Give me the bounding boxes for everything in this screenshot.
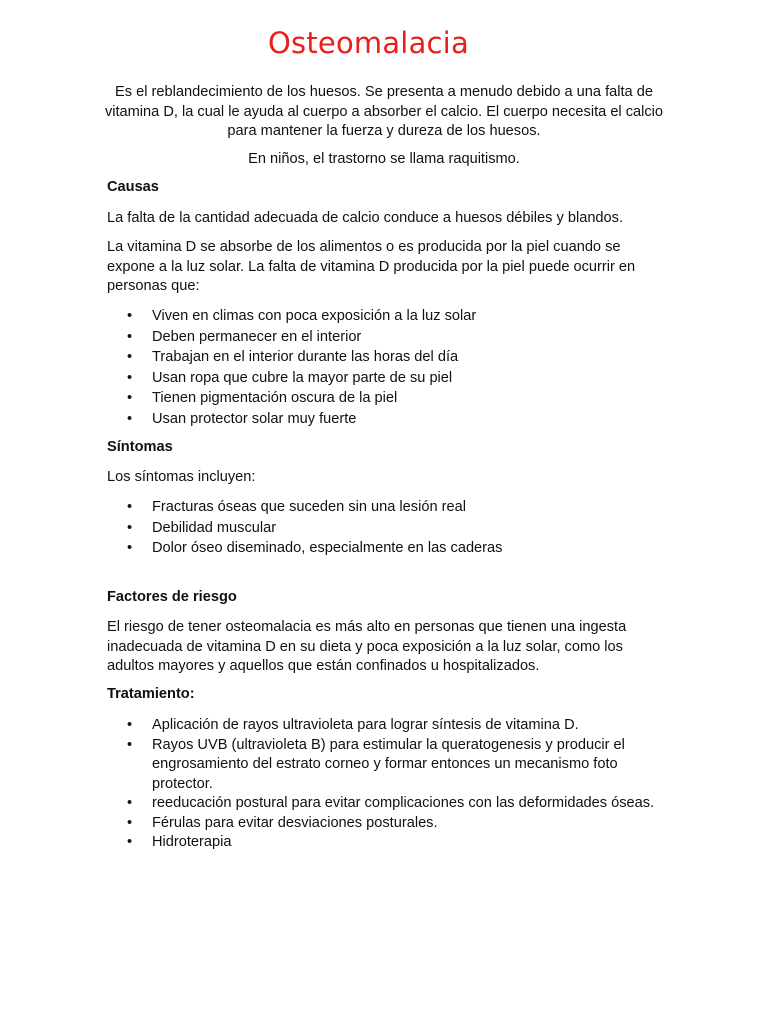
list-item: • Tienen pigmentación oscura de la piel <box>107 388 667 409</box>
causes-list <box>107 306 667 429</box>
risk-factors-paragraph: El riesgo de tener osteomalacia es más alto en personas que tienen una ingesta inadecuada de vitamina D en su dieta y poca exposición a la luz solar, como los adultos mayores y aquellos que están confinados u hospitalizados. <box>107 619 627 674</box>
intro-paragraph: Es el reblandecimiento de los huesos. Se presenta a menudo debido a una falta de vitamina D, la cual le ayuda al cuerpo a absorber el calcio. El cuerpo necesita el calcio para mantener la fuerza y dureza de los huesos. <box>104 84 664 139</box>
list-item: • Hidroterapia <box>107 833 667 853</box>
symptoms-intro: Los síntomas incluyen: <box>107 469 256 485</box>
causes-paragraph-1: La falta de la cantidad adecuada de calcio conduce a huesos débiles y blandos. <box>107 210 624 226</box>
list-item: • Deben permanecer en el interior <box>107 327 667 348</box>
treatment-heading: Tratamiento: <box>107 686 195 702</box>
list-item: • Fracturas óseas que suceden sin una lesión real <box>107 497 667 518</box>
causes-paragraph-2: La vitamina D se absorbe de los alimentos o es producida por la piel cuando se expone a la luz solar. La falta de vitamina D producida por la piel puede ocurrir en personas que: <box>107 239 636 294</box>
symptoms-heading: Síntomas <box>107 439 173 455</box>
list-item: • Dolor óseo diseminado, especialmente en las caderas <box>107 538 667 559</box>
list-item: • Usan protector solar muy fuerte <box>107 409 667 430</box>
list-item: • Usan ropa que cubre la mayor parte de su piel <box>107 368 667 389</box>
list-item: • Viven en climas con poca exposición a la luz solar <box>107 306 667 327</box>
list-item: • reeducación postural para evitar complicaciones con las deformidades óseas. <box>107 794 667 814</box>
treatment-list <box>107 716 667 853</box>
list-item: • Férulas para evitar desviaciones posturales. <box>107 814 667 834</box>
document-title: Osteomalacia <box>268 26 469 60</box>
children-note: En niños, el trastorno se llama raquitismo. <box>248 151 520 167</box>
list-item: • Rayos UVB (ultravioleta B) para estimular la queratogenesis y producir el engrosamiento del estrato corneo y formar entonces un mecanismo foto protector. <box>107 736 667 795</box>
causes-heading: Causas <box>107 179 159 195</box>
symptoms-list <box>107 497 667 559</box>
list-item: • Debilidad muscular <box>107 518 667 539</box>
risk-factors-heading: Factores de riesgo <box>107 589 237 605</box>
list-item: • Trabajan en el interior durante las horas del día <box>107 347 667 368</box>
list-item: • Aplicación de rayos ultravioleta para lograr síntesis de vitamina D. <box>107 716 667 736</box>
